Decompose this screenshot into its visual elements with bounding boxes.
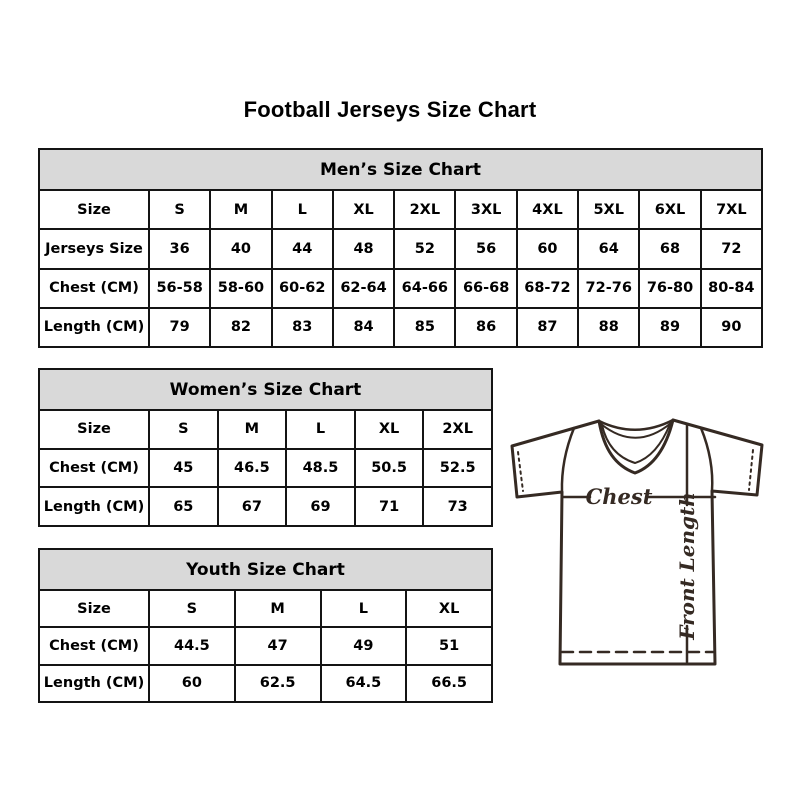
size-cell: 60 bbox=[149, 665, 235, 702]
page-title: Football Jerseys Size Chart bbox=[243, 97, 537, 122]
row-label: Length (CM) bbox=[39, 665, 149, 702]
size-cell: S bbox=[149, 190, 210, 229]
size-cell: 50.5 bbox=[355, 449, 424, 488]
size-cell: 64 bbox=[578, 229, 639, 268]
youth-size-chart-table bbox=[38, 548, 493, 703]
womens-size-table bbox=[38, 368, 493, 527]
table-row bbox=[39, 308, 762, 347]
table-row bbox=[39, 590, 492, 627]
table-row bbox=[39, 410, 492, 449]
size-cell: M bbox=[235, 590, 321, 627]
size-cell: 64.5 bbox=[321, 665, 407, 702]
jersey-body-outline bbox=[512, 420, 762, 664]
table-row bbox=[39, 665, 492, 702]
size-cell: 48 bbox=[333, 229, 394, 268]
size-cell: 60-62 bbox=[272, 269, 333, 308]
table-row bbox=[39, 487, 492, 526]
size-cell: 84 bbox=[333, 308, 394, 347]
size-cell: 49 bbox=[321, 627, 407, 664]
table-header-row bbox=[39, 549, 492, 590]
size-cell: 66.5 bbox=[406, 665, 492, 702]
size-cell: 2XL bbox=[423, 410, 492, 449]
table-title: Men’s Size Chart bbox=[39, 149, 762, 190]
jersey-measurement-diagram bbox=[505, 408, 770, 670]
size-cell: 3XL bbox=[455, 190, 516, 229]
table-row bbox=[39, 269, 762, 308]
size-cell: 56-58 bbox=[149, 269, 210, 308]
table-title: Youth Size Chart bbox=[39, 549, 492, 590]
size-cell: 76-80 bbox=[639, 269, 700, 308]
size-cell: 69 bbox=[286, 487, 355, 526]
table-row bbox=[39, 627, 492, 664]
row-label: Size bbox=[39, 410, 149, 449]
size-cell: 44.5 bbox=[149, 627, 235, 664]
size-cell: 83 bbox=[272, 308, 333, 347]
size-cell: 68 bbox=[639, 229, 700, 268]
size-cell: 2XL bbox=[394, 190, 455, 229]
size-cell: 47 bbox=[235, 627, 321, 664]
size-cell: 60 bbox=[517, 229, 578, 268]
table-header-row bbox=[39, 149, 762, 190]
size-cell: L bbox=[286, 410, 355, 449]
row-label: Length (CM) bbox=[39, 308, 149, 347]
row-label: Size bbox=[39, 190, 149, 229]
size-cell: 89 bbox=[639, 308, 700, 347]
size-cell: 58-60 bbox=[210, 269, 271, 308]
size-cell: 85 bbox=[394, 308, 455, 347]
row-label: Jerseys Size bbox=[39, 229, 149, 268]
mens-size-chart-table bbox=[38, 148, 763, 348]
table-row bbox=[39, 449, 492, 488]
size-cell: 73 bbox=[423, 487, 492, 526]
size-cell: M bbox=[218, 410, 287, 449]
size-cell: S bbox=[149, 590, 235, 627]
right-armhole-seam bbox=[701, 428, 712, 491]
size-cell: M bbox=[210, 190, 271, 229]
size-cell: 82 bbox=[210, 308, 271, 347]
size-cell: 62-64 bbox=[333, 269, 394, 308]
size-cell: 71 bbox=[355, 487, 424, 526]
size-cell: 87 bbox=[517, 308, 578, 347]
collar-arc-outer bbox=[599, 420, 673, 430]
size-cell: 36 bbox=[149, 229, 210, 268]
youth-size-table bbox=[38, 548, 493, 703]
size-cell: XL bbox=[406, 590, 492, 627]
row-label: Size bbox=[39, 590, 149, 627]
table-title: Women’s Size Chart bbox=[39, 369, 492, 410]
size-cell: 72-76 bbox=[578, 269, 639, 308]
size-cell: 44 bbox=[272, 229, 333, 268]
size-cell: 46.5 bbox=[218, 449, 287, 488]
size-cell: 45 bbox=[149, 449, 218, 488]
row-label: Chest (CM) bbox=[39, 269, 149, 308]
size-cell: XL bbox=[355, 410, 424, 449]
size-cell: S bbox=[149, 410, 218, 449]
size-cell: 67 bbox=[218, 487, 287, 526]
size-cell: XL bbox=[333, 190, 394, 229]
table-row bbox=[39, 190, 762, 229]
size-cell: 65 bbox=[149, 487, 218, 526]
size-cell: 68-72 bbox=[517, 269, 578, 308]
size-cell: 48.5 bbox=[286, 449, 355, 488]
jersey-outline-icon bbox=[505, 408, 770, 670]
size-cell: 56 bbox=[455, 229, 516, 268]
size-cell: 62.5 bbox=[235, 665, 321, 702]
size-cell: 52.5 bbox=[423, 449, 492, 488]
size-cell: 79 bbox=[149, 308, 210, 347]
size-cell: 40 bbox=[210, 229, 271, 268]
size-cell: 90 bbox=[701, 308, 762, 347]
mens-size-table bbox=[38, 148, 763, 348]
size-cell: 72 bbox=[701, 229, 762, 268]
front-length-label: Front Length bbox=[675, 492, 699, 640]
size-cell: 4XL bbox=[517, 190, 578, 229]
size-cell: 6XL bbox=[639, 190, 700, 229]
row-label: Length (CM) bbox=[39, 487, 149, 526]
left-armhole-seam bbox=[562, 428, 574, 492]
womens-size-chart-table bbox=[38, 368, 493, 527]
left-cuff-stitch bbox=[518, 452, 523, 491]
size-cell: 7XL bbox=[701, 190, 762, 229]
table-header-row bbox=[39, 369, 492, 410]
size-cell: 5XL bbox=[578, 190, 639, 229]
right-cuff-stitch bbox=[749, 450, 753, 490]
row-label: Chest (CM) bbox=[39, 449, 149, 488]
row-label: Chest (CM) bbox=[39, 627, 149, 664]
chest-label: Chest bbox=[585, 484, 653, 509]
size-cell: 88 bbox=[578, 308, 639, 347]
size-cell: L bbox=[321, 590, 407, 627]
size-cell: 52 bbox=[394, 229, 455, 268]
size-cell: 80-84 bbox=[701, 269, 762, 308]
size-cell: 66-68 bbox=[455, 269, 516, 308]
size-cell: L bbox=[272, 190, 333, 229]
size-cell: 51 bbox=[406, 627, 492, 664]
size-cell: 64-66 bbox=[394, 269, 455, 308]
size-cell: 86 bbox=[455, 308, 516, 347]
table-row bbox=[39, 229, 762, 268]
